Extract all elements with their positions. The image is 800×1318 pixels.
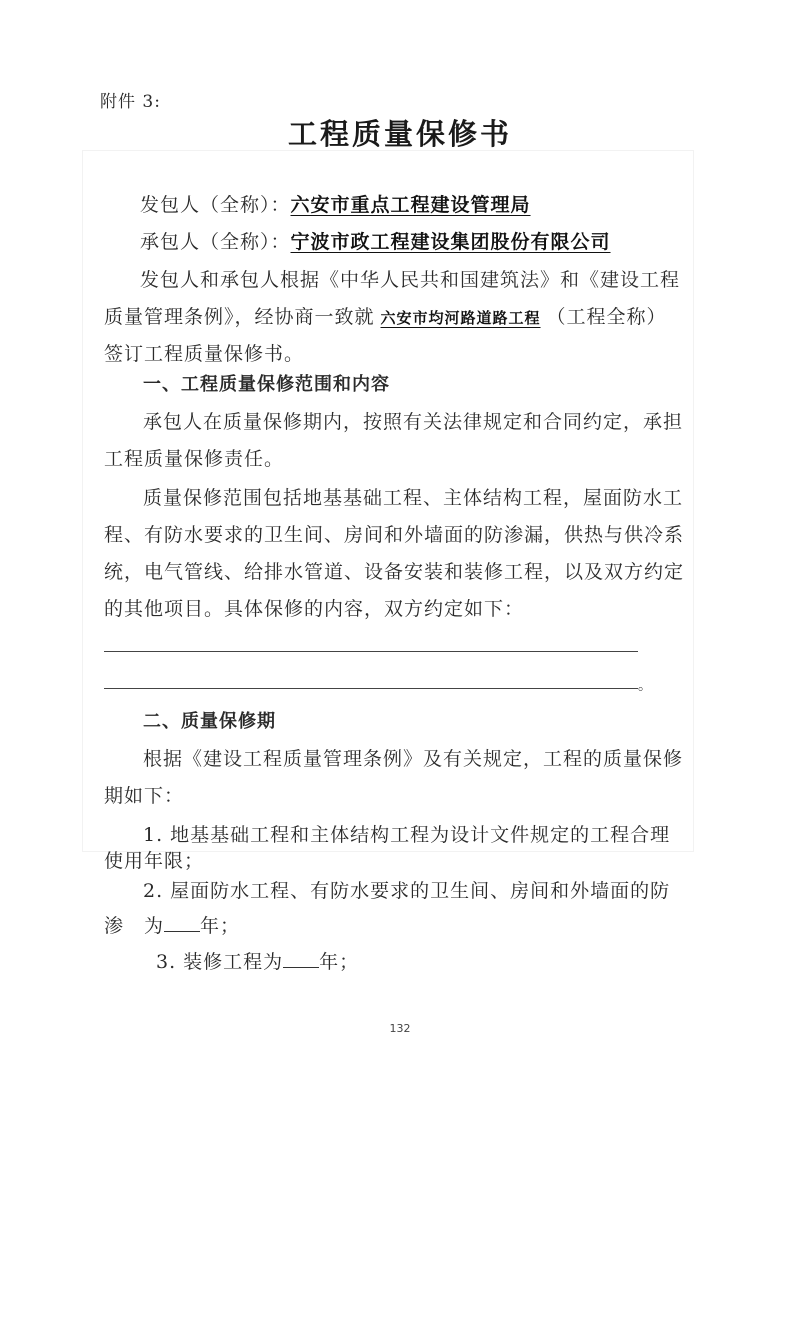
section-1-p2-line-2: 程、有防水要求的卫生间、房间和外墙面的防渗漏，供热与供冷系 <box>104 524 685 546</box>
period-item-1-line-1: 1. 地基基础工程和主体结构工程为设计文件规定的工程合理 <box>143 824 671 846</box>
project-name: 六安市均河路道路工程 <box>380 309 541 327</box>
item-3-text-a: 3. 装修工程为 <box>156 951 284 973</box>
intro-text-a: 质量管理条例》，经协商一致就 <box>104 306 375 328</box>
blank-line-2 <box>104 688 638 689</box>
item-2-text-a: 渗 为 <box>104 915 165 937</box>
blank-end-mark: 。 <box>638 678 653 694</box>
intro-line-2 <box>104 305 667 330</box>
attachment-label: 附件 3: <box>100 92 161 112</box>
section-1-p2-line-1: 质量保修范围包括地基基础工程、主体结构工程，屋面防水工 <box>143 487 684 509</box>
item-3-text-b: 年； <box>319 951 360 973</box>
section-1-p2-line-3: 统，电气管线、给排水管道、设备安装和装修工程，以及双方约定 <box>104 561 685 583</box>
section-2-heading: 二、质量保修期 <box>143 711 276 732</box>
section-2-p1-line-1: 根据《建设工程质量管理条例》及有关规定，工程的质量保修 <box>143 748 684 770</box>
years-blank-3 <box>283 949 319 968</box>
intro-line-1: 发包人和承包人根据《中华人民共和国建筑法》和《建设工程 <box>140 269 681 291</box>
page-number: 132 <box>389 1022 411 1035</box>
section-1-p2-line-4: 的其他项目。具体保修的内容，双方约定如下： <box>104 598 525 620</box>
employer-line <box>140 193 531 217</box>
intro-line-3: 签订工程质量保修书。 <box>104 343 305 365</box>
years-blank-2 <box>164 913 200 932</box>
period-item-1-line-2: 使用年限； <box>104 850 205 872</box>
employer-name: 六安市重点工程建设管理局 <box>290 194 531 216</box>
blank-line-1 <box>104 651 638 652</box>
employer-label: 发包人（全称）： <box>140 194 291 216</box>
intro-text-b: （工程全称） <box>546 306 667 328</box>
contractor-label: 承包人（全称）： <box>140 231 291 253</box>
document-title: 工程质量保修书 <box>287 117 512 151</box>
period-item-2-line-2 <box>104 913 240 938</box>
section-1-p1-line-2: 工程质量保修责任。 <box>104 448 285 470</box>
section-2-p1-line-2: 期如下： <box>104 785 185 807</box>
period-item-2-line-1: 2. 屋面防水工程、有防水要求的卫生间、房间和外墙面的防 <box>143 880 671 902</box>
period-item-3 <box>156 949 359 974</box>
contractor-line <box>140 230 611 254</box>
section-1-heading: 一、工程质量保修范围和内容 <box>143 374 390 395</box>
contractor-name: 宁波市政工程建设集团股份有限公司 <box>290 231 611 253</box>
item-2-text-b: 年； <box>200 915 241 937</box>
section-1-p1-line-1: 承包人在质量保修期内，按照有关法律规定和合同约定，承担 <box>143 411 684 433</box>
